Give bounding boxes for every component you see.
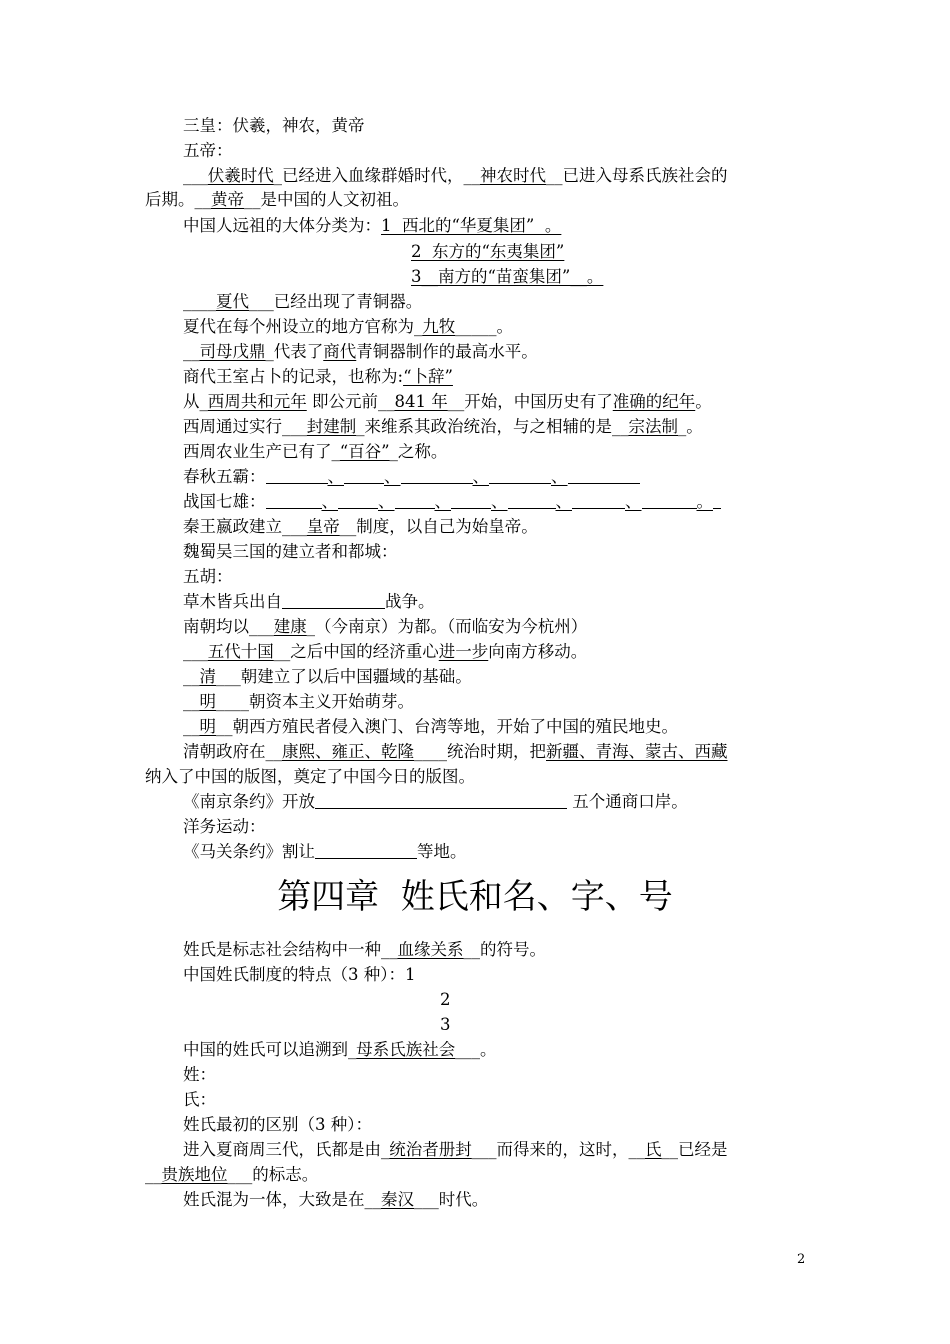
- line-xingshi-symbol: 姓氏是标志社会结构中一种__血缘关系__的符号。: [183, 940, 546, 959]
- blank: [282, 592, 385, 609]
- line-caomu: 草木皆兵出自 战争。: [183, 592, 435, 611]
- line-wudai: ___五代十国__之后中国的经济重心进一步向南方移动。: [183, 642, 588, 661]
- line-dongyi: [411, 242, 564, 262]
- answer-buci: “卜辞”: [403, 367, 453, 386]
- line-qing-territory: 清朝政府在__康熙、雍正、乾隆____统治时期，把新疆、青海、蒙古、西藏: [183, 742, 728, 761]
- answer-muxi: 母系氏族社会: [356, 1040, 456, 1059]
- answer-wudai: 五代十国: [207, 642, 274, 661]
- line-jiumu: 夏代在每个州设立的地方官称为_九牧_____。: [183, 317, 513, 336]
- line-sanhuang: 三皇：伏羲，神农，黄帝: [183, 116, 365, 135]
- blank: [508, 492, 556, 509]
- line-ancestors: 中国人远祖的大体分类为：1 西北的“华夏集团” 。: [183, 216, 562, 235]
- line-xingshi-diff: 姓氏最初的区别（3 种）：: [183, 1115, 372, 1134]
- line-xingshi-features: 中国姓氏制度的特点（3 种）：1: [183, 965, 416, 984]
- answer-fuxi: 伏羲时代: [207, 166, 274, 185]
- answer-841: 841 年: [394, 392, 448, 411]
- line-buci: 商代王室占卜的记录，也称为:“卜辞”: [183, 367, 453, 386]
- line-territory-cont: 纳入了中国的版图，奠定了中国今日的版图。: [145, 767, 475, 786]
- page-number: 2: [797, 1252, 806, 1267]
- answer-miaoman: 3__南方的“苗蛮集团”__。: [411, 267, 604, 286]
- answer-shennong: 神农时代: [480, 166, 546, 185]
- answer-kangyongqian: 康熙、雍正、乾隆: [282, 742, 414, 761]
- blank: [315, 792, 567, 809]
- line-miaoman: [411, 267, 603, 287]
- blank: [489, 467, 551, 484]
- answer-xiadai: 夏代: [216, 292, 249, 311]
- line-shi: 氏：: [183, 1090, 216, 1109]
- answer-regions: 新疆、青海、蒙古、西藏: [546, 742, 728, 761]
- line-chunqiu-wuba: 春秋五霸： 、 、 、 、: [183, 467, 640, 487]
- answer-zongfa: 宗法制: [628, 417, 678, 436]
- answer-guizu: 贵族地位: [161, 1165, 228, 1184]
- line-feature-3: 3: [440, 1015, 451, 1034]
- blank: [315, 842, 417, 859]
- line-qinhan: 姓氏混为一体，大致是在__秦汉___时代。: [183, 1190, 489, 1209]
- line-qing: __清___朝建立了以后中国疆域的基础。: [183, 667, 472, 686]
- line-wudi: 五帝：: [183, 141, 233, 160]
- answer-ming: 明: [199, 692, 216, 711]
- answer-huangdi-system: 皇帝: [306, 517, 340, 536]
- answer-simuwuding: 司母戊鼎: [199, 342, 266, 361]
- line-huangdi-system: 秦王嬴政建立___皇帝__制度，以自己为始皇帝。: [183, 517, 538, 536]
- line-wuhu: 五胡：: [183, 567, 233, 586]
- line-xia-bronze: ____夏代___已经出现了青铜器。: [183, 292, 423, 311]
- line-guizu: __贵族地位___的标志。: [145, 1165, 319, 1184]
- answer-gonghe: 西周共和元年: [207, 392, 307, 411]
- line-nanjing-treaty: 《南京条约》开放 五个通商口岸。: [183, 792, 688, 811]
- blank: [338, 492, 378, 509]
- blank: [568, 467, 640, 484]
- chapter-heading: 第四章 姓氏和名、字、号: [277, 877, 673, 917]
- answer-dongyi: 2 东方的“东夷集团”: [411, 242, 565, 261]
- answer-shangdai: 商代: [323, 342, 357, 361]
- answer-jiankang: 建康: [273, 617, 307, 636]
- blank: [401, 467, 473, 484]
- blank: [395, 492, 435, 509]
- line-ming-colonial: __明__朝西方殖民者侵入澳门、台湾等地，开始了中国的殖民地史。: [183, 717, 678, 736]
- line-three-kingdoms: 魏蜀吴三国的建立者和都城：: [183, 542, 398, 561]
- line-gonghe: 从_西周共和元年 即公元前__841 年__开始，中国历史有了准确的纪年。: [183, 392, 712, 411]
- line-xing: 姓：: [183, 1065, 216, 1084]
- blank: [572, 492, 625, 509]
- answer-ming-2: 明: [199, 717, 216, 736]
- answer-jinian: 准确的纪年: [612, 392, 696, 411]
- answer-baigu: “百谷”: [339, 442, 390, 461]
- line-jiankang: 南朝均以___建康_（今南京）为都。（而临安为今杭州）: [183, 617, 588, 636]
- blank: [713, 492, 721, 509]
- line-simuwuding: __司母戊鼎_代表了商代青铜器制作的最高水平。: [183, 342, 538, 361]
- answer-cefeng: 统治者册封: [389, 1140, 472, 1159]
- blank: [266, 492, 322, 509]
- answer-xueyuan: 血缘关系: [397, 940, 464, 959]
- line-ming-capitalism: __明____朝资本主义开始萌芽。: [183, 692, 414, 711]
- line-maguan-treaty: 《马关条约》割让 等地。: [183, 842, 467, 861]
- answer-huaxia: 1 西北的“华夏集团” 。: [381, 216, 562, 235]
- line-fuxi: ___伏羲时代_已经进入血缘群婚时代，__神农时代__已进入母系氏族社会的: [183, 166, 728, 185]
- answer-qing: 清: [199, 667, 216, 686]
- answer-huangdi: 黄帝: [211, 190, 244, 209]
- line-xiashangzhou: 进入夏商周三代，氏都是由_统治者册封___而得来的，这时，__氏__已经是: [183, 1140, 728, 1159]
- answer-shi: 氏: [645, 1140, 662, 1159]
- line-zhanguo-qixiong: 战国七雄： 、 、 、 、 、 、 。: [183, 492, 721, 512]
- line-yangwu: 洋务运动：: [183, 817, 266, 836]
- blank: [344, 467, 384, 484]
- blank: [642, 492, 697, 509]
- blank: [266, 467, 328, 484]
- line-feature-2: 2: [440, 990, 451, 1009]
- answer-jiumu: 九牧: [422, 317, 456, 336]
- answer-jinyibu: 进一步: [438, 642, 489, 661]
- line-fengjian: 西周通过实行___封建制_来维系其政治统治，与之相辅的是__宗法制_。: [183, 417, 703, 436]
- line-baigu: 西周农业生产已有了_“百谷”_之称。: [183, 442, 448, 461]
- line-huangdi: 后期。__黄帝__是中国的人文初祖。: [145, 190, 409, 209]
- line-xingshi-origin: 中国的姓氏可以追溯到_母系氏族社会___。: [183, 1040, 497, 1059]
- answer-qinhan: 秦汉: [381, 1190, 414, 1209]
- answer-fengjian: 封建制: [306, 417, 357, 436]
- blank: [451, 492, 491, 509]
